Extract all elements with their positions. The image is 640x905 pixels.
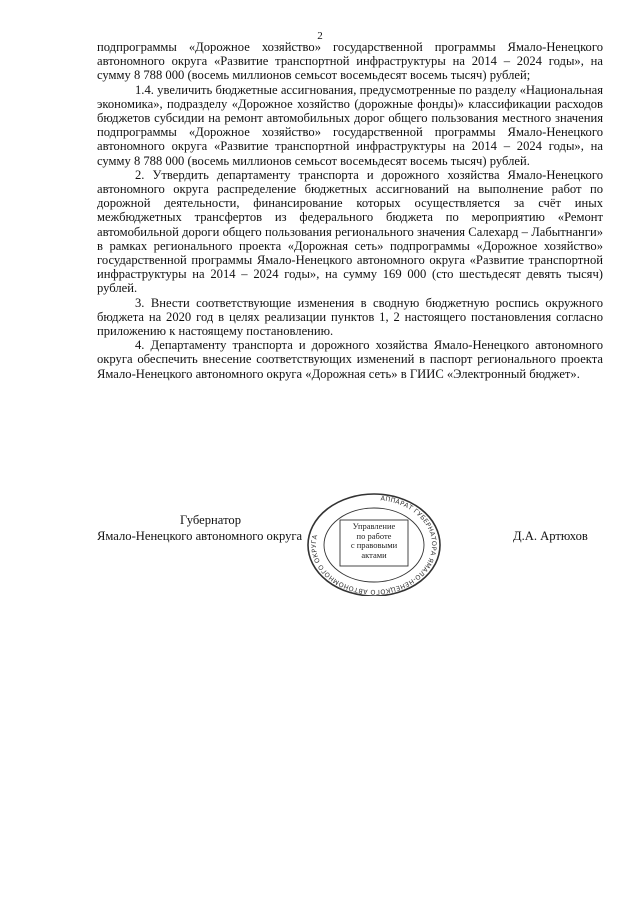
paragraph-1-4: 1.4. увеличить бюджетные ассигнования, предусмотренные по разделу «Национальная экономика», подразделу «Дорожное хозяйство (дорожные фонды)» классификации расходов бюджетов субсидии на ремонт автомобильных дорог общего пользования местного значения подпрограммы «Дорожное хозяйство» государственной программы Ямало-Ненецкого автономного округа «Развитие транспортной инфраструктуры на 2014 – 2024 годы», на сумму 8 788 000 (восемь миллионов семьсот восемьдесят восемь тысяч) рублей. xyxy=(97,82,603,168)
signatory-name: Д.А. Артюхов xyxy=(513,529,588,543)
official-stamp xyxy=(304,488,444,596)
document-body xyxy=(97,40,603,381)
paragraph-3: 3. Внести соответствующие изменения в сводную бюджетную роспись окружного бюджета на 2020 год в целях реализации пунктов 1, 2 настоящего постановления согласно приложению к настоящему постановлению. xyxy=(97,295,603,339)
signatory-title: Губернатор xyxy=(180,513,241,527)
paragraph-2: 2. Утвердить департаменту транспорта и дорожного хозяйства Ямало-Ненецкого автономного округа распределение бюджетных ассигнований на выполнение работ по дорожной деятельности, финансирование которых осуществляется за счёт иных межбюджетных трансфертов из федерального бюджета по мероприятию «Ремонт автомобильной дороги общего пользования регионального значения Салехард – Лабытнанги» в рамках регионального проекта «Дорожная сеть» подпрограммы «Дорожное хозяйство» государственной программы Ямало-Ненецкого автономного округа «Развитие транспортной инфраструктуры на 2014 – 2024 годы», на сумму 169 000 (сто шестьдесят девять тысяч) рублей. xyxy=(97,167,603,296)
paragraph-continuation: подпрограммы «Дорожное хозяйство» государственной программы Ямало-Ненецкого автономного округа «Развитие транспортной инфраструктуры на 2014 – 2024 годы», на сумму 8 788 000 (восемь миллионов семьсот восемьдесят восемь тысяч) рублей; xyxy=(97,40,603,83)
page-number: 2 xyxy=(317,30,323,42)
stamp-department-text: Управление по работе с правовыми актами xyxy=(350,521,398,560)
stamp-ring-text: АППАРАТ ГУБЕРНАТОРА ЯМАЛО-НЕНЕЦКОГО АВТОНОМНОГО ОКРУГА xyxy=(309,494,439,596)
paragraph-4: 4. Департаменту транспорта и дорожного хозяйства Ямало-Ненецкого автономного округа обеспечить внесение соответствующих изменений в паспорт регионального проекта Ямало-Ненецкого автономного округа «Дорожная сеть» в ГИИС «Электронный бюджет». xyxy=(97,338,603,381)
signatory-organization: Ямало-Ненецкого автономного округа xyxy=(97,529,303,543)
